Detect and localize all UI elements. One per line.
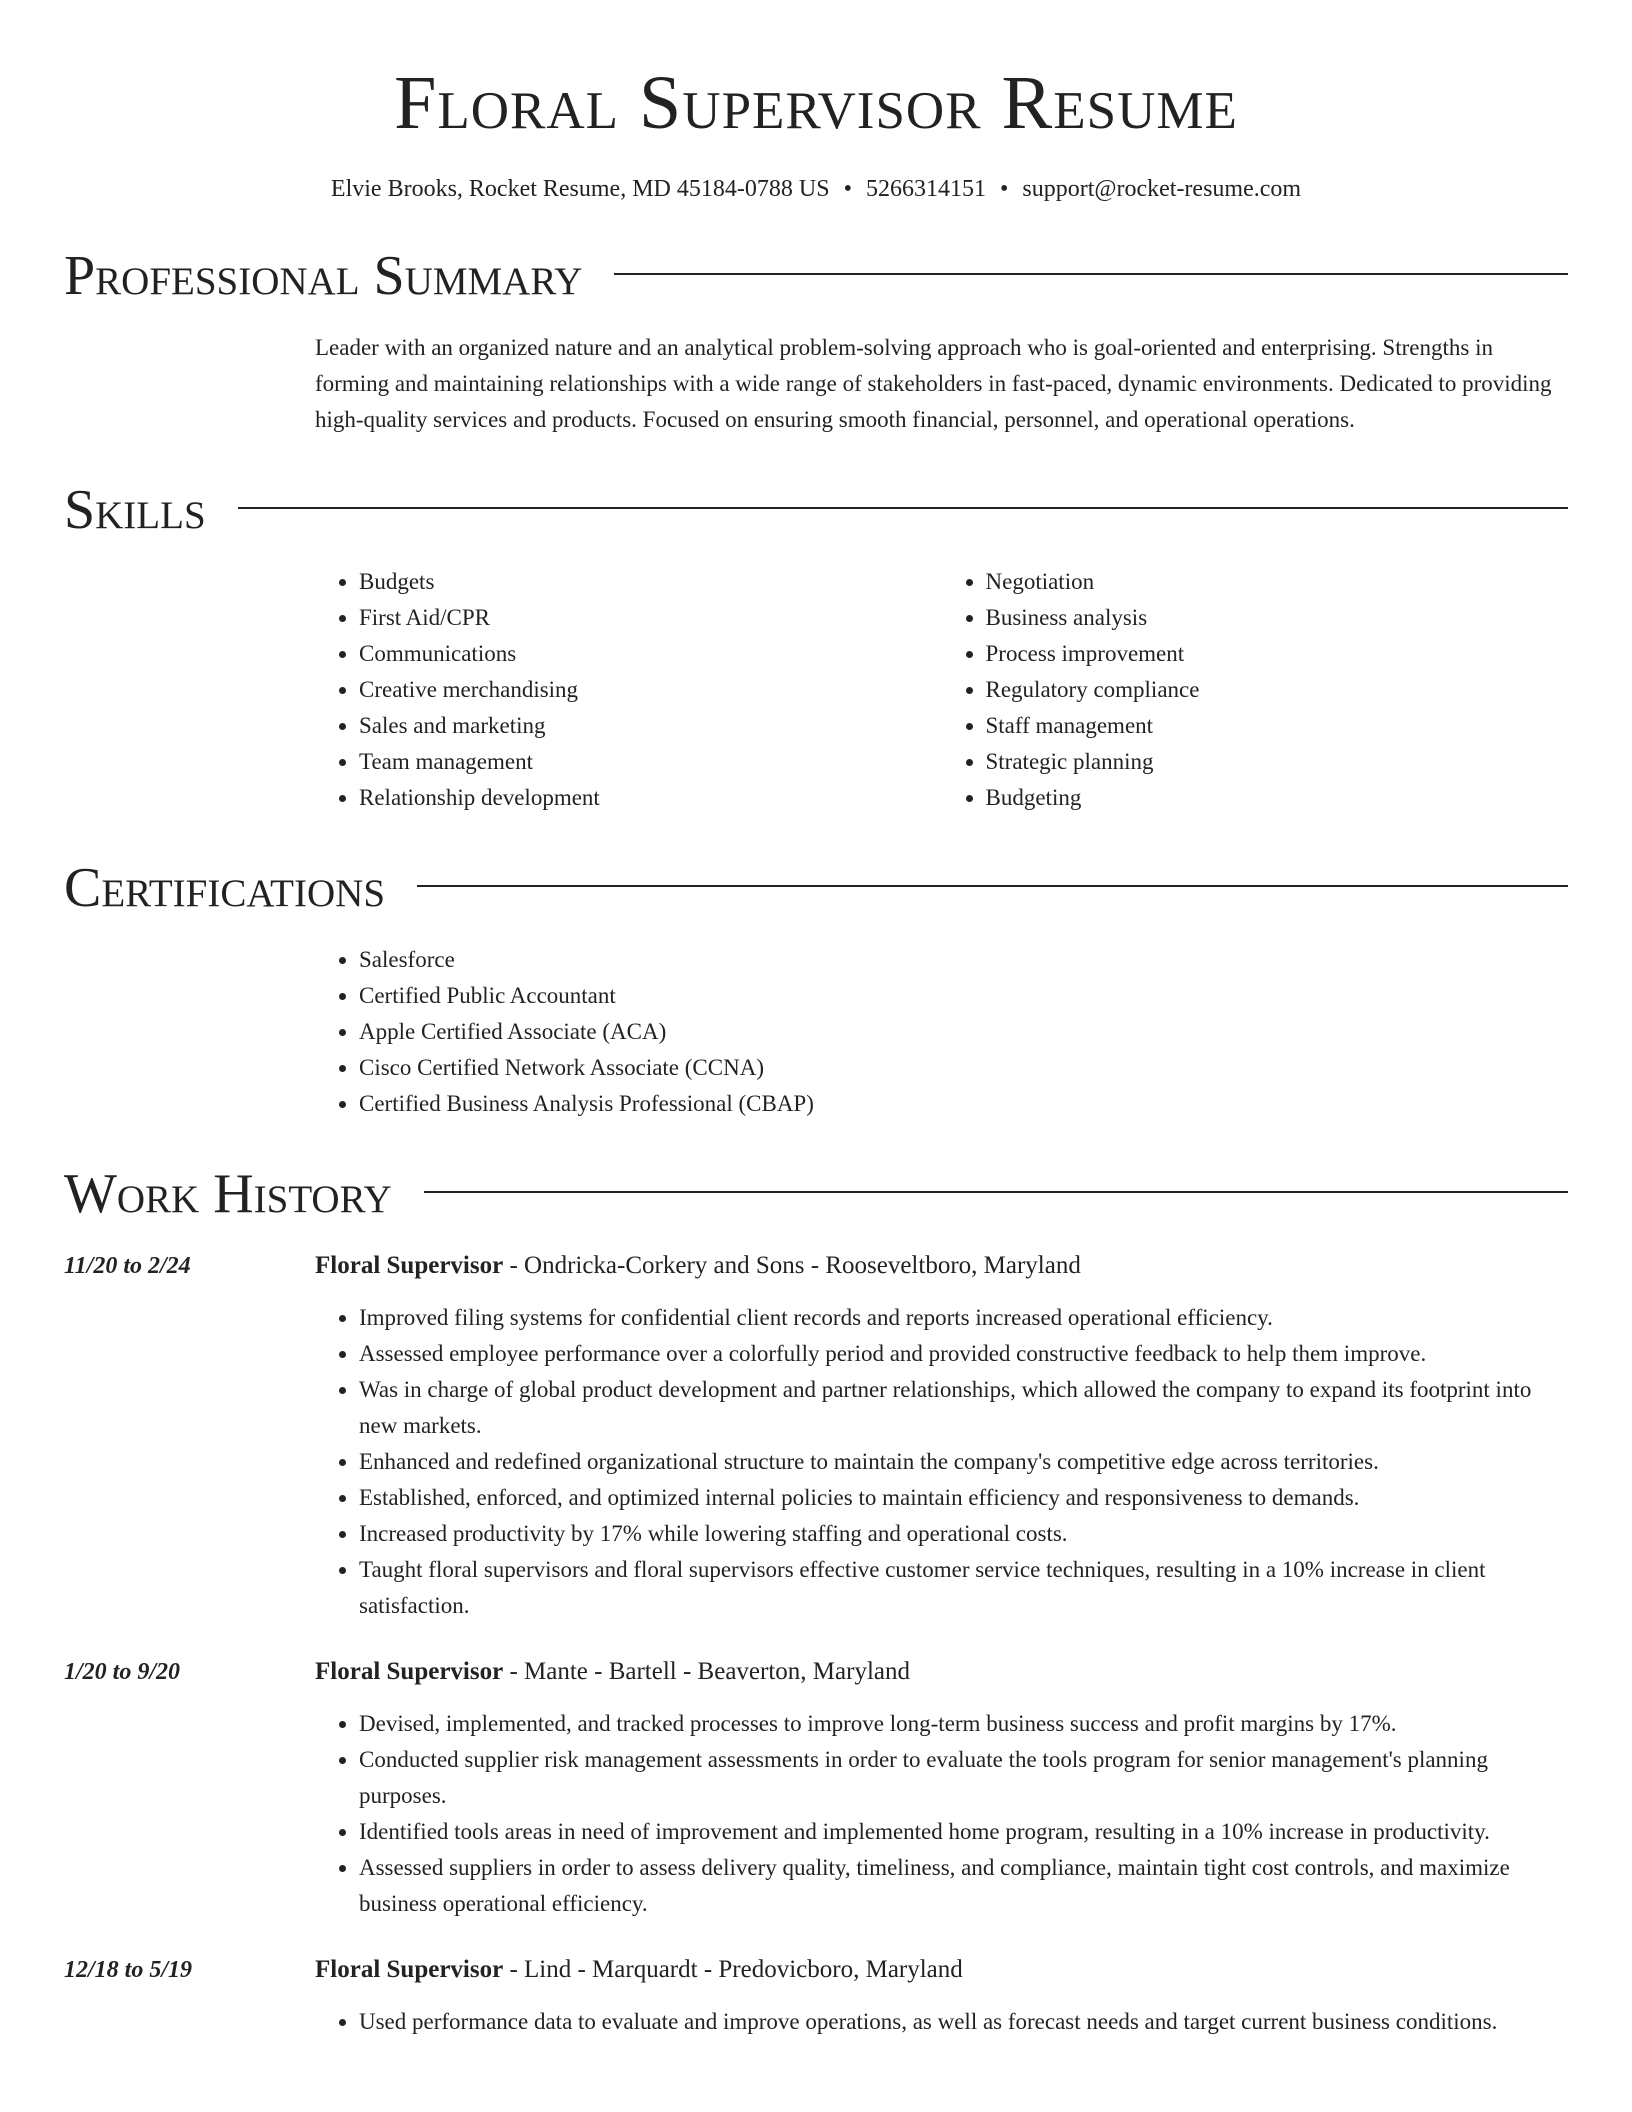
- certification-item: • Certified Public Accountant: [359, 978, 1568, 1014]
- job-bullet: • Improved filing systems for confidential client records and reports increased operational efficiency.: [359, 1300, 1568, 1336]
- skill-item: • Negotiation: [986, 564, 1569, 600]
- work-history-section-header: [64, 1162, 1568, 1226]
- skills-column-1: [315, 564, 942, 816]
- job-entry: [64, 1654, 1568, 1922]
- summary-heading: Professional Summary: [64, 245, 583, 307]
- job-dates: 12/18 to 5/19: [64, 1957, 193, 1983]
- section-divider: [417, 885, 1568, 887]
- job-bullet: • Assessed employee performance over a colorfully period and provided constructive feedback to help them improve.: [359, 1336, 1568, 1372]
- job-title: [315, 1952, 1568, 1988]
- job-employer-location: - Mante - Bartell - Beaverton, Maryland: [503, 1658, 910, 1685]
- page-title: Floral Supervisor Resume: [394, 61, 1238, 145]
- job-bullet: • Conducted supplier risk management assessments in order to evaluate the tools program for senior management's planning purposes.: [359, 1742, 1568, 1814]
- skills-column-2: [942, 564, 1569, 816]
- job-bullet: • Used performance data to evaluate and improve operations, as well as forecast needs and target current business conditions.: [359, 2004, 1568, 2040]
- job-role: Floral Supervisor: [315, 1956, 504, 1983]
- contact-separator: •: [999, 176, 1009, 202]
- contact-line: [64, 174, 1568, 204]
- skill-item: • Budgeting: [986, 780, 1569, 816]
- contact-email: support@rocket-resume.com: [1022, 176, 1302, 202]
- job-bullet: • Established, enforced, and optimized internal policies to maintain efficiency and responsiveness to demands.: [359, 1480, 1568, 1516]
- job-bullets: [315, 1706, 1568, 1922]
- skill-item: • Creative merchandising: [359, 672, 942, 708]
- job-bullet: • Taught floral supervisors and floral supervisors effective customer service techniques, resulting in a 10% increase in client satisfaction.: [359, 1552, 1568, 1624]
- certification-item: • Certified Business Analysis Professional (CBAP): [359, 1086, 1568, 1122]
- resume-page: [64, 0, 1568, 2040]
- skill-item: • Strategic planning: [986, 744, 1569, 780]
- job-bullet: • Identified tools areas in need of improvement and implemented home program, resulting in a 10% increase in productivity.: [359, 1814, 1568, 1850]
- contact-phone: 5266314151: [865, 176, 986, 202]
- skill-item: • Communications: [359, 636, 942, 672]
- section-divider: [614, 273, 1568, 275]
- certification-item: • Salesforce: [359, 942, 1568, 978]
- job-title: [315, 1654, 1568, 1690]
- section-divider: [424, 1191, 1568, 1193]
- skill-item: • Staff management: [986, 708, 1569, 744]
- skill-item: • Process improvement: [986, 636, 1569, 672]
- skills-list: [315, 564, 1568, 816]
- contact-address: Elvie Brooks, Rocket Resume, MD 45184-0788 US: [330, 176, 830, 202]
- section-divider: [238, 507, 1568, 509]
- skill-item: • Sales and marketing: [359, 708, 942, 744]
- skill-item: • Budgets: [359, 564, 942, 600]
- summary-section-header: [64, 244, 1568, 308]
- job-bullet: • Devised, implemented, and tracked processes to improve long-term business success and profit margins by 17%.: [359, 1706, 1568, 1742]
- certification-item: • Cisco Certified Network Associate (CCNA): [359, 1050, 1568, 1086]
- skill-item: • Team management: [359, 744, 942, 780]
- skills-section-header: [64, 478, 1568, 542]
- job-role: Floral Supervisor: [315, 1658, 504, 1685]
- job-role: Floral Supervisor: [315, 1252, 504, 1279]
- job-entry: [64, 1952, 1568, 2040]
- contact-separator: •: [843, 176, 852, 202]
- job-employer-location: - Lind - Marquardt - Predovicboro, Maryland: [503, 1956, 963, 1983]
- skills-heading: Skills: [64, 479, 206, 541]
- job-dates: 11/20 to 2/24: [64, 1253, 191, 1279]
- job-bullets: [315, 2004, 1568, 2040]
- job-entry: [64, 1248, 1568, 1624]
- certifications-heading: Certifications: [64, 857, 386, 919]
- job-bullet: • Enhanced and redefined organizational structure to maintain the company's competitive edge across territories.: [359, 1444, 1568, 1480]
- certifications-section-header: [64, 856, 1568, 920]
- skill-item: • Business analysis: [986, 600, 1569, 636]
- job-bullet: • Increased productivity by 17% while lowering staffing and operational costs.: [359, 1516, 1568, 1552]
- work-history-heading: Work History: [64, 1163, 392, 1225]
- job-dates: 1/20 to 9/20: [64, 1659, 181, 1685]
- job-bullets: [315, 1300, 1568, 1624]
- skill-item: • Regulatory compliance: [986, 672, 1569, 708]
- skill-item: • First Aid/CPR: [359, 600, 942, 636]
- skill-item: • Relationship development: [359, 780, 942, 816]
- certifications-list: [315, 942, 1568, 1122]
- summary-text: Leader with an organized nature and an analytical problem-solving approach who is goal-oriented and enterprising. Strengths in forming and maintaining relationships with a wide range of stakeholders in fast-paced, dynamic environments. Dedicated to providing high-quality services and products. Focused on ensuring smooth financial, personnel, and operational operations.: [315, 335, 1552, 432]
- job-title: [315, 1248, 1568, 1284]
- job-bullet: • Was in charge of global product development and partner relationships, which allowed the company to expand its footprint into new markets.: [359, 1372, 1568, 1444]
- job-bullet: • Assessed suppliers in order to assess delivery quality, timeliness, and compliance, maintain tight cost controls, and maximize business operational efficiency.: [359, 1850, 1568, 1922]
- certification-item: • Apple Certified Associate (ACA): [359, 1014, 1568, 1050]
- job-employer-location: - Ondricka-Corkery and Sons - Rooseveltboro, Maryland: [503, 1252, 1081, 1279]
